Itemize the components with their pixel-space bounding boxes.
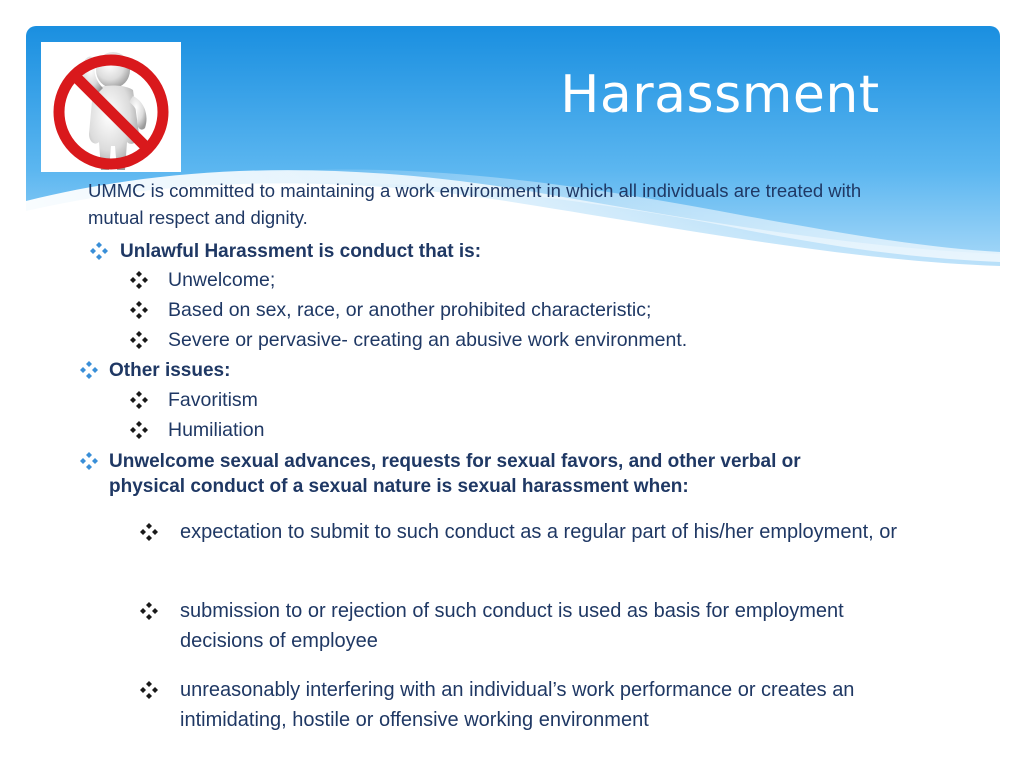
list-item xyxy=(138,675,908,735)
four-diamond-bullet-icon xyxy=(138,602,160,620)
four-diamond-bullet-icon xyxy=(128,301,150,319)
list-item xyxy=(138,596,908,656)
condition-text: submission to or rejection of such conduct is used as basis for employment decisions of employee xyxy=(180,600,844,652)
intro-paragraph: UMMC is committed to maintaining a work environment in which all individuals are treated with mutual respect and dignity. xyxy=(88,180,862,228)
sexual-heading-row xyxy=(78,449,878,499)
no-entry-figure-icon xyxy=(41,42,181,172)
condition-text: expectation to submit to such conduct as a regular part of his/her employment, or xyxy=(180,521,898,543)
unlawful-heading-row xyxy=(88,239,928,264)
four-diamond-bullet-icon xyxy=(128,391,150,409)
sexual-heading: Unwelcome sexual advances, requests for sexual favors, and other verbal or physical conduct of a sexual nature is sexual harassment when: xyxy=(109,451,801,497)
list-item xyxy=(128,418,928,443)
list-item xyxy=(138,517,908,547)
list-item xyxy=(128,328,928,353)
list-item-label: Favoritism xyxy=(168,389,258,411)
four-diamond-bullet-icon xyxy=(128,271,150,289)
four-diamond-bullet-icon xyxy=(78,361,100,379)
list-item-label: Based on sex, race, or another prohibited characteristic; xyxy=(168,299,652,321)
four-diamond-bullet-icon xyxy=(128,331,150,349)
four-diamond-bullet-icon xyxy=(88,242,110,260)
unlawful-heading: Unlawful Harassment is conduct that is: xyxy=(120,241,482,262)
four-diamond-bullet-icon xyxy=(138,523,160,541)
four-diamond-bullet-icon xyxy=(128,421,150,439)
other-heading-row xyxy=(78,358,918,383)
list-item-label: Humiliation xyxy=(168,419,265,441)
condition-text: unreasonably interfering with an individual’s work performance or creates an intimidating, hostile or offensive working environment xyxy=(180,679,855,731)
list-item xyxy=(128,268,928,293)
list-item xyxy=(128,388,928,413)
four-diamond-bullet-icon xyxy=(138,681,160,699)
list-item xyxy=(128,298,928,323)
four-diamond-bullet-icon xyxy=(78,452,100,470)
other-heading: Other issues: xyxy=(109,360,231,381)
slide-title: Harassment xyxy=(560,65,880,125)
list-item-label: Unwelcome; xyxy=(168,269,276,291)
list-item-label: Severe or pervasive- creating an abusive work environment. xyxy=(168,329,688,351)
